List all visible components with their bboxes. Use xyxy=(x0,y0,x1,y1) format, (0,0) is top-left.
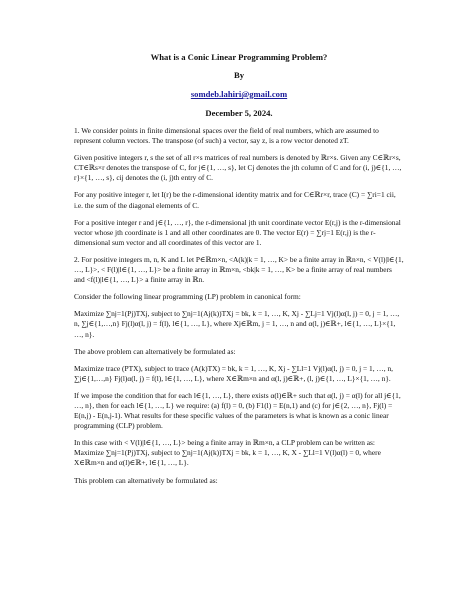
author-by-label: By xyxy=(233,70,245,80)
paragraph-4: For a positive integer r and j∈{1, …, r}, the r-dimensional jth unit coordinate vector E(r,j) is the r-dimensional vector whose jth coordinate is 1 and all other coordinates are 0. The vector E(r) = ∑rj=1 E(r,j) is the r-dimensional sum vector and all coordinates of this vector are 1. xyxy=(74,217,401,247)
paragraph-3: For any positive integer r, let I(r) be the r-dimensional identity matrix and for C∈ℝr×r, trace (C) = ∑ri=1 cii, i.e. the sum of the diagonal elements of C. xyxy=(74,190,396,210)
paragraph-1: 1. We consider points in finite dimensional spaces over the field of real numbers, which are assumed to represent column vectors. The transpose (of such) a vector, say z, is a row vector denoted zT. xyxy=(74,126,379,146)
paragraph-6: Consider the following linear programming (LP) problem in canonical form: xyxy=(74,292,301,302)
paragraph-7: Maximize ∑nj=1(Pj)TXj, subject to ∑nj=1(Aj(k))TXj = bk, k = 1, …, K, Xj - ∑Lj=1 Vj(l)α(l, j) = 0, j = 1, …, n, ∑j∈{1,…,n} Fj(l)α(l, j) = f(l), l∈{1, …, L}, where Xj∈ℝm, j = 1, …, n and α(l, j)∈ℝ+, l∈{1, …, L}×{1, …, n}. xyxy=(74,309,400,339)
document-date: December 5, 2024. xyxy=(205,108,273,118)
paragraph-9: Maximize trace (PTX), subject to trace (A(k)TX) = bk, k = 1, …, K, Xj - ∑Ll=1 Vj(l)α(l, j) = 0, j = 1, …, n, ∑j∈{1,…,n} Fj(l)α(l, j) = f(l), l∈{1, …, L}, where X∈ℝm×n and α(l, j)∈ℝ+, (l, j)∈{1, …, L}×{1, …, n}. xyxy=(74,363,394,383)
author-email-link[interactable]: somdeb.lahiri@gmail.com xyxy=(190,89,288,99)
document-header xyxy=(74,52,404,118)
document-title: What is a Conic Linear Programming Problem? xyxy=(150,52,328,62)
paragraph-11: In this case with < V(l)|l∈{1, …, L}> being a finite array in ℝm×n, a CLP problem can be written as: Maximize ∑nj=1(Pj)TXj, subject to ∑nj=1(Aj(k))TXj = bk, k = 1, …, K, X - ∑Ll=1 V(l)α(l) = 0, where X∈ℝm×n and α(l)∈ℝ+, l∈{1, …, L}. xyxy=(74,438,381,468)
paragraph-8: The above problem can alternatively be formulated as: xyxy=(74,346,236,356)
paragraph-2: Given positive integers r, s the set of all r×s matrices of real numbers is denoted by ℝr×s. Given any C∈ℝr×s, CT∈ℝs×r denotes the transpose of C, for j∈{1, …, s}, let Cj denotes the jth column of C and for (i, j)∈{1, …, r}×{1, …, s}, cij denotes the (i, j)th entry of C. xyxy=(74,153,402,183)
paragraph-12: This problem can alternatively be formulated as: xyxy=(74,475,218,485)
paragraph-5: 2. For positive integers m, n, K and L let P∈ℝm×n, <A(k)|k = 1, …, K> be a finite array in ℝn×n, < V(l)|l∈{1, …, L}>, < F(l)|l∈{1, …, L}> be a finite array in ℝm×n, <bk|k = 1, …, K> be a finite array of real numbers and <f(l)|l∈{1, …, L}> a finite array in ℝn. xyxy=(74,254,404,285)
paragraph-10: If we impose the condition that for each l∈{1, …, L}, there exists α(l)∈ℝ+ such that α(l, j) = α(l) for all j∈{1, …, n}, then for each l∈{1, …, L} we require: (a) f(l) = 0, (b) F1(l) = E(n,1) and (c) for j∈{2, …, n}, Fj(l) = E(n,j) - E(n,j-1). What results for these specific values of the parameters is what is known as a conic linear programming (CLP) problem. xyxy=(74,390,401,431)
